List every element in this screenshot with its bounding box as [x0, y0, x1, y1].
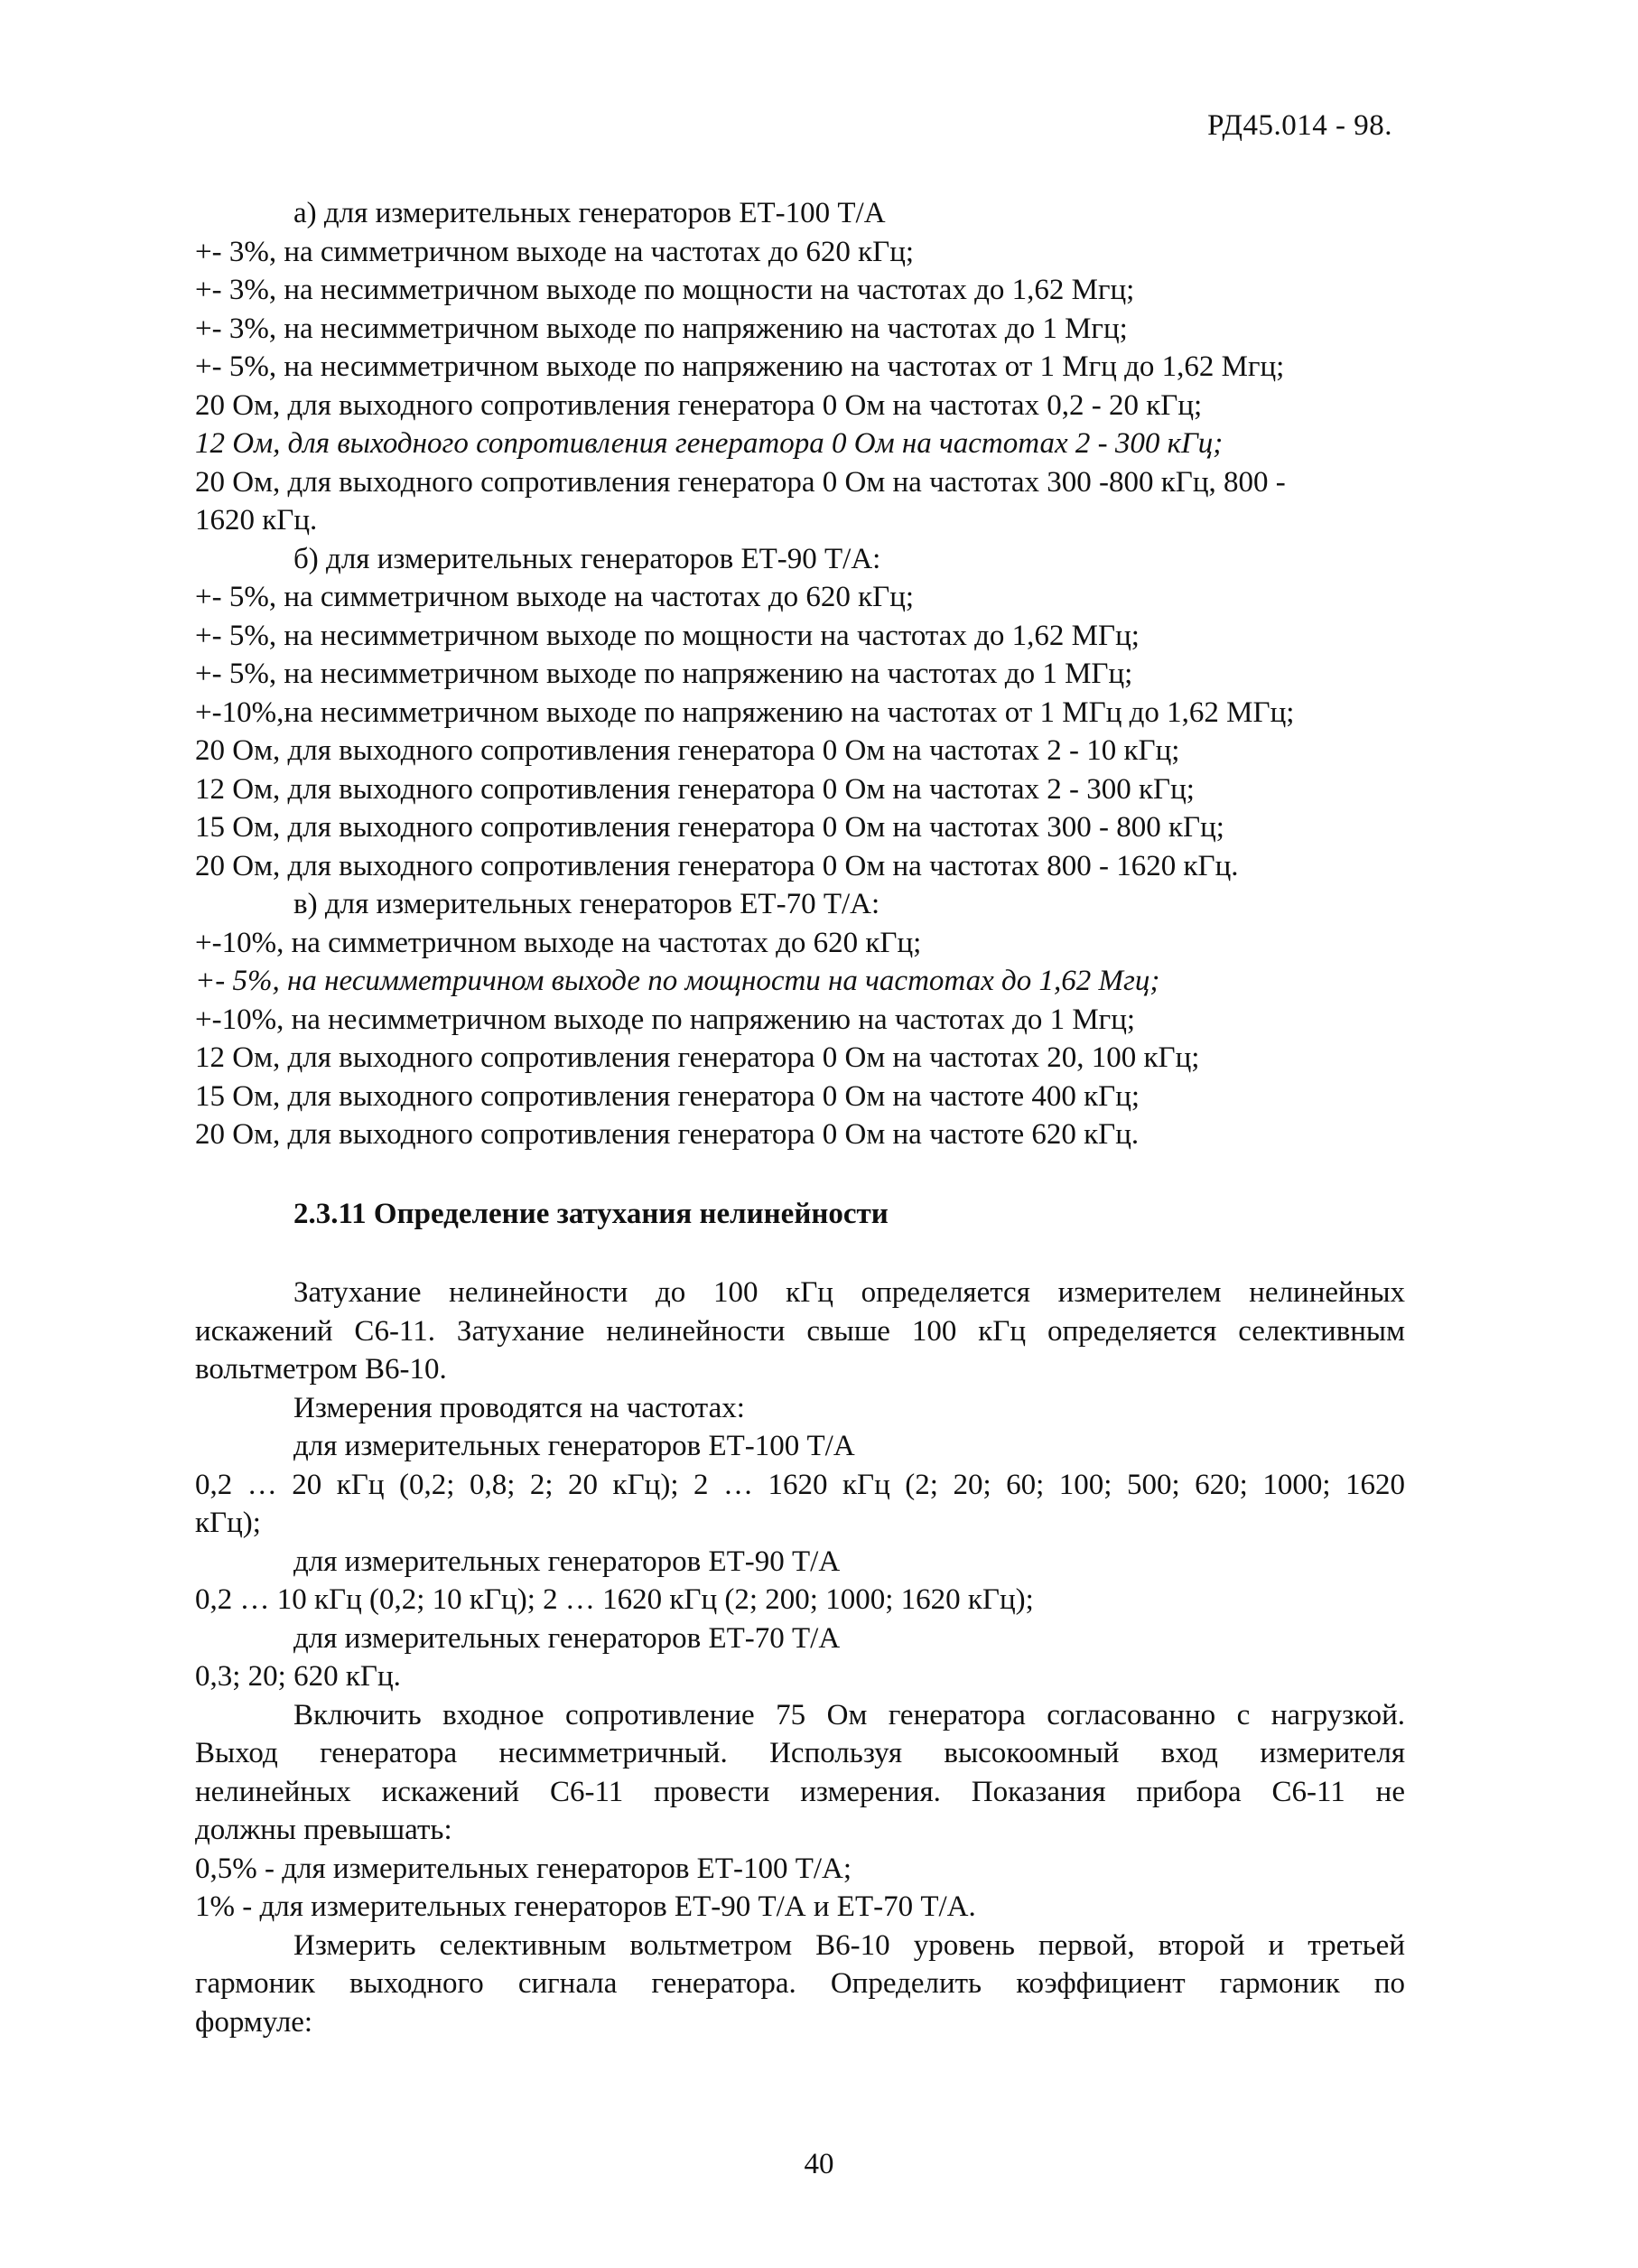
text-line: 12 Ом, для выходного сопротивления генератора 0 Ом на частотах 2 - 300 кГц; [195, 772, 1195, 806]
text-line: 0,5% - для измерительных генераторов ЕТ-100 Т/А; [195, 1852, 852, 1885]
section-text [195, 1274, 1405, 2041]
text-line: Включить входное сопротивление 75 Ом генератора согласованно с нагрузкой. [293, 1698, 1405, 1731]
text-line: 12 Ом, для выходного сопротивления генератора 0 Ом на частотах 2 - 300 кГц; [195, 427, 1224, 460]
tolerance-list [195, 194, 1405, 1154]
text-line: формуле: [195, 2005, 313, 2039]
text-line: +- 3%, на несимметричном выходе по мощности на частотах до 1,62 Мгц; [195, 274, 1135, 306]
text-line: +- 5%, на несимметричном выходе по мощности на частотах до 1,62 Мгц; [195, 965, 1160, 997]
text-line: Выход генератора несимметричный. Используя высокоомный вход измерителя [195, 1737, 1405, 1769]
text-line: 20 Ом, для выходного сопротивления генератора 0 Ом на частоте 620 кГц. [195, 1118, 1140, 1151]
text-line: 1620 кГц. [195, 504, 318, 537]
text-line: 12 Ом, для выходного сопротивления генератора 0 Ом на частотах 20, 100 кГц; [195, 1041, 1200, 1074]
text-line: +- 3%, на несимметричном выходе по напряжению на частотах до 1 Мгц; [195, 312, 1128, 345]
text-line: +- 5%, на несимметричном выходе по напряжению на частотах до 1 МГц; [195, 658, 1133, 690]
text-line: +-10%, на симметричном выходе на частотах до 620 кГц; [195, 926, 922, 959]
text-line: для измерительных генераторов ЕТ-70 Т/А [293, 1621, 841, 1655]
text-line: +-10%,на несимметричном выходе по напряжению на частотах от 1 МГц до 1,62 МГц; [195, 695, 1295, 729]
text-line: Измерения проводятся на частотах: [293, 1391, 745, 1424]
text-line: 15 Ом, для выходного сопротивления генератора 0 Ом на частотах 300 - 800 кГц; [195, 811, 1224, 844]
text-line: для измерительных генераторов ЕТ-100 Т/А [293, 1430, 855, 1462]
text-line: +- 3%, на симметричном выходе на частотах до 620 кГц; [195, 235, 915, 268]
text-line: 1% - для измерительных генераторов ЕТ-90 Т/А и ЕТ-70 Т/А. [195, 1890, 976, 1923]
text-line: кГц); [195, 1507, 261, 1539]
text-line: Измерить селективным вольтметром В6-10 уровень первой, второй и третьей [293, 1928, 1405, 1962]
page-number: 40 [804, 2148, 834, 2180]
text-line: 0,3; 20; 620 кГц. [195, 1660, 401, 1693]
text-line: 0,2 … 10 кГц (0,2; 10 кГц); 2 … 1620 кГц (2; 200; 1000; 1620 кГц); [195, 1583, 1034, 1616]
text-line: Затухание нелинейности до 100 кГц определяется измерителем нелинейных [293, 1276, 1405, 1309]
document-code: РД45.014 - 98. [1207, 109, 1392, 142]
text-line: в) для измерительных генераторов ЕТ-70 Т/А: [293, 888, 880, 920]
text-line: гармоник выходного сигнала генератора. Определить коэффициент гармоник по [195, 1967, 1405, 2000]
text-line: 20 Ом, для выходного сопротивления генератора 0 Ом на частотах 800 - 1620 кГц. [195, 849, 1239, 882]
text-line: должны превышать: [195, 1814, 452, 1846]
text-line: 20 Ом, для выходного сопротивления генератора 0 Ом на частотах 2 - 10 кГц; [195, 734, 1180, 767]
text-line: вольтметром В6-10. [195, 1353, 447, 1386]
section-heading: 2.3.11 Определение затухания нелинейности [293, 1197, 889, 1230]
text-line: +- 5%, на несимметричном выходе по напряжению на частотах от 1 Мгц до 1,62 Мгц; [195, 350, 1285, 383]
document-body [195, 194, 1405, 2041]
text-line: а) для измерительных генераторов ЕТ-100 Т/А [293, 197, 886, 229]
text-line: +- 5%, на симметричном выходе на частотах до 620 кГц; [195, 581, 915, 613]
text-line: 20 Ом, для выходного сопротивления генератора 0 Ом на частотах 300 -800 кГц, 800 - [195, 465, 1286, 499]
text-line: 15 Ом, для выходного сопротивления генератора 0 Ом на частоте 400 кГц; [195, 1079, 1140, 1113]
text-line: б) для измерительных генераторов ЕТ-90 Т/А: [293, 542, 881, 575]
text-line: 20 Ом, для выходного сопротивления генератора 0 Ом на частотах 0,2 - 20 кГц; [195, 388, 1203, 422]
text-line: +- 5%, на несимметричном выходе по мощности на частотах до 1,62 МГц; [195, 619, 1140, 652]
text-line: +-10%, на несимметричном выходе по напряжению на частотах до 1 Мгц; [195, 1003, 1136, 1036]
text-line: нелинейных искажений С6-11 провести измерения. Показания прибора С6-11 не [195, 1775, 1405, 1808]
text-line: 0,2 … 20 кГц (0,2; 0,8; 2; 20 кГц); 2 … 1620 кГц (2; 20; 60; 100; 500; 620; 1000; 1620 [195, 1468, 1405, 1501]
text-line: для измерительных генераторов ЕТ-90 Т/А [293, 1545, 841, 1578]
text-line: искажений С6-11. Затухание нелинейности свыше 100 кГц определяется селективным [195, 1314, 1405, 1348]
